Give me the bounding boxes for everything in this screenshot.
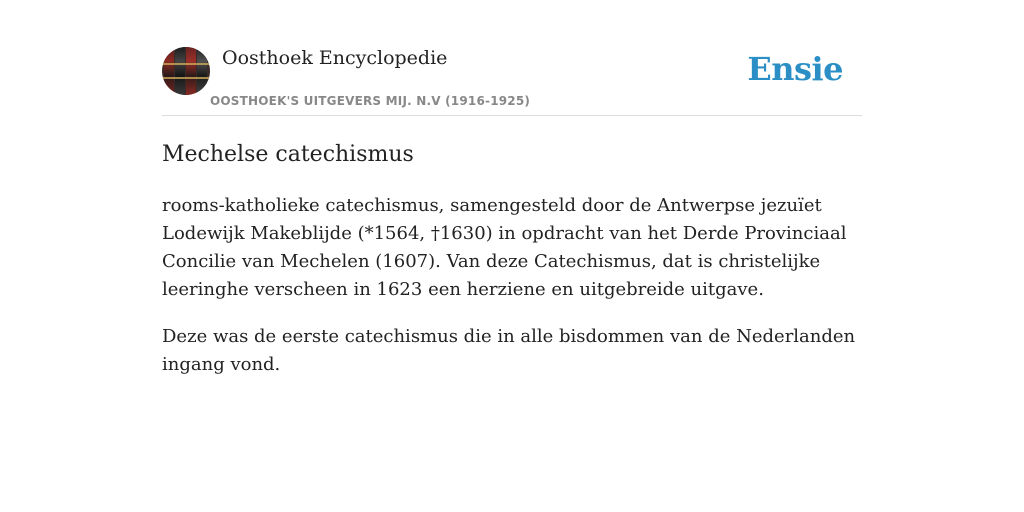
gold-band — [162, 63, 210, 65]
encyclopedia-books-avatar[interactable] — [162, 47, 210, 95]
book-spine — [186, 47, 196, 95]
book-spine — [197, 47, 207, 95]
site-header — [162, 46, 862, 116]
book-spine — [164, 47, 174, 95]
publisher-subtitle: OOSTHOEK'S UITGEVERS MIJ. N.V (1916-1925) — [210, 94, 531, 108]
article-paragraph: rooms-katholieke catechismus, samengesteld door de Antwerpse jezuïet Lodewijk Makeblijde (*1564, †1630) in opdracht van het Derde Provinciaal Concilie van Mechelen (1607). Van deze Catechismus, dat is christelijke leeringhe verscheen in 1623 een herziene en uitgebreide uitgave. — [162, 195, 847, 300]
book-spine — [175, 47, 185, 95]
gold-band — [162, 77, 210, 79]
article-paragraph: Deze was de eerste catechismus die in alle bisdommen van de Nederlanden ingang vond. — [162, 326, 856, 375]
article — [162, 140, 862, 398]
article-title: Mechelse catechismus — [162, 142, 414, 167]
site-title-link[interactable]: Oosthoek Encyclopedie — [222, 47, 448, 69]
ensie-logo-link[interactable]: Ensie — [747, 50, 843, 88]
